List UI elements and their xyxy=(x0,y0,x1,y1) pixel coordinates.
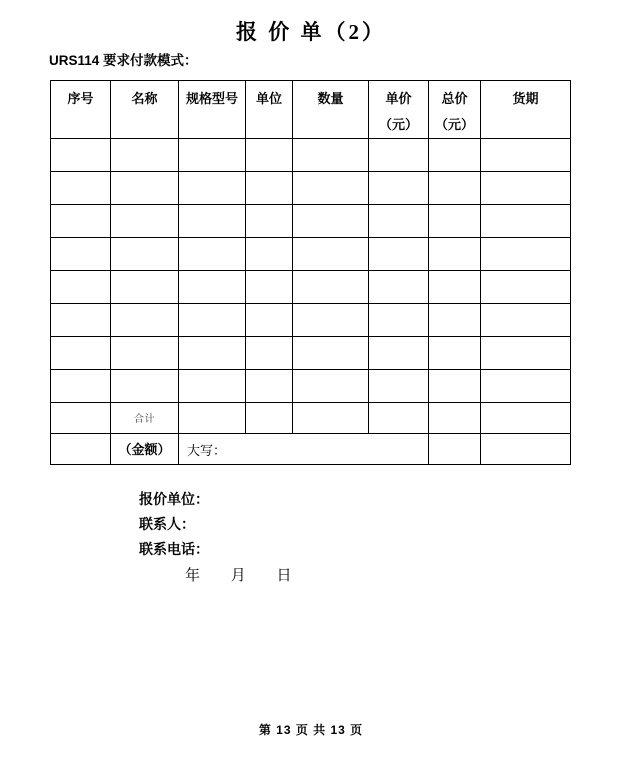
cell-lead-time[interactable] xyxy=(481,139,571,172)
amount-cell-lead-time[interactable] xyxy=(481,434,571,465)
cell-name[interactable] xyxy=(111,337,179,370)
cell-quantity[interactable] xyxy=(293,337,369,370)
cell-total-price[interactable] xyxy=(429,271,481,304)
cell-quantity[interactable] xyxy=(293,271,369,304)
cell-unit-price[interactable] xyxy=(369,205,429,238)
table-row[interactable] xyxy=(51,205,571,238)
cell-quantity[interactable] xyxy=(293,304,369,337)
cell-quantity[interactable] xyxy=(293,370,369,403)
amount-row-label xyxy=(111,434,179,465)
amount-label-text: （金额） xyxy=(118,442,171,457)
column-header-unit xyxy=(246,81,293,139)
cell-unit-price[interactable] xyxy=(369,337,429,370)
cell-unit[interactable] xyxy=(246,172,293,205)
cell-unit-price[interactable] xyxy=(369,139,429,172)
contact-person-label: 联系人： xyxy=(139,516,195,532)
table-row[interactable] xyxy=(51,337,571,370)
cell-quantity[interactable] xyxy=(293,172,369,205)
column-header-unit-price xyxy=(369,81,429,139)
cell-name[interactable] xyxy=(111,238,179,271)
total-cell-total-price[interactable] xyxy=(429,403,481,434)
column-header-unit-label: 单位 xyxy=(255,91,282,106)
cell-unit-price[interactable] xyxy=(369,271,429,304)
total-cell-spec[interactable] xyxy=(179,403,246,434)
total-cell-unit[interactable] xyxy=(246,403,293,434)
column-header-total-price-label: 总价 xyxy=(441,91,468,106)
cell-spec[interactable] xyxy=(179,337,246,370)
cell-serial[interactable] xyxy=(51,370,111,403)
cell-unit[interactable] xyxy=(246,271,293,304)
cell-unit[interactable] xyxy=(246,370,293,403)
amount-cell-serial[interactable] xyxy=(51,434,111,465)
cell-unit[interactable] xyxy=(246,304,293,337)
table-row[interactable] xyxy=(51,238,571,271)
cell-total-price[interactable] xyxy=(429,304,481,337)
cell-quantity[interactable] xyxy=(293,238,369,271)
table-row[interactable] xyxy=(51,172,571,205)
cell-lead-time[interactable] xyxy=(481,238,571,271)
table-total-row[interactable] xyxy=(51,403,571,434)
column-header-total-price xyxy=(429,81,481,139)
table-header xyxy=(51,81,571,139)
cell-serial[interactable] xyxy=(51,172,111,205)
column-header-serial-label: 序号 xyxy=(67,91,94,106)
column-header-spec xyxy=(179,81,246,139)
cell-serial[interactable] xyxy=(51,238,111,271)
cell-spec[interactable] xyxy=(179,205,246,238)
cell-lead-time[interactable] xyxy=(481,370,571,403)
cell-unit-price[interactable] xyxy=(369,172,429,205)
amount-uppercase-label: 大写： xyxy=(187,442,227,458)
cell-unit-price[interactable] xyxy=(369,370,429,403)
payment-mode-label: URS114 要求付款模式： xyxy=(49,53,198,68)
amount-uppercase-cell[interactable] xyxy=(179,434,429,465)
table-row[interactable] xyxy=(51,139,571,172)
total-cell-unit-price[interactable] xyxy=(369,403,429,434)
cell-total-price[interactable] xyxy=(429,370,481,403)
page-number: 第 13 页 共 13 页 xyxy=(258,723,364,737)
cell-unit[interactable] xyxy=(246,238,293,271)
cell-serial[interactable] xyxy=(51,205,111,238)
cell-unit[interactable] xyxy=(246,139,293,172)
table-row[interactable] xyxy=(51,304,571,337)
cell-unit[interactable] xyxy=(246,337,293,370)
cell-lead-time[interactable] xyxy=(481,271,571,304)
cell-quantity[interactable] xyxy=(293,139,369,172)
cell-lead-time[interactable] xyxy=(481,304,571,337)
cell-name[interactable] xyxy=(111,304,179,337)
column-header-name xyxy=(111,81,179,139)
cell-name[interactable] xyxy=(111,271,179,304)
cell-spec[interactable] xyxy=(179,238,246,271)
cell-total-price[interactable] xyxy=(429,205,481,238)
cell-name[interactable] xyxy=(111,205,179,238)
cell-serial[interactable] xyxy=(51,337,111,370)
cell-unit-price[interactable] xyxy=(369,304,429,337)
total-row-label xyxy=(111,403,179,434)
cell-total-price[interactable] xyxy=(429,238,481,271)
cell-spec[interactable] xyxy=(179,172,246,205)
cell-name[interactable] xyxy=(111,370,179,403)
table-row[interactable] xyxy=(51,370,571,403)
cell-name[interactable] xyxy=(111,172,179,205)
table-header-row xyxy=(51,81,571,139)
page-title: 报 价 单（2） xyxy=(236,20,386,44)
cell-serial[interactable] xyxy=(51,304,111,337)
table-amount-row[interactable] xyxy=(51,434,571,465)
column-header-lead-time-label: 货期 xyxy=(512,91,539,106)
cell-unit-price[interactable] xyxy=(369,238,429,271)
quotation-table xyxy=(50,80,571,465)
cell-serial[interactable] xyxy=(51,271,111,304)
table-row[interactable] xyxy=(51,271,571,304)
column-header-unit-price-currency: （元） xyxy=(378,117,418,132)
cell-spec[interactable] xyxy=(179,370,246,403)
cell-lead-time[interactable] xyxy=(481,337,571,370)
column-header-lead-time xyxy=(481,81,571,139)
column-header-unit-price-label: 单价 xyxy=(385,91,412,106)
cell-spec[interactable] xyxy=(179,304,246,337)
cell-name[interactable] xyxy=(111,139,179,172)
cell-unit[interactable] xyxy=(246,205,293,238)
column-header-quantity-label: 数量 xyxy=(317,91,344,106)
cell-total-price[interactable] xyxy=(429,139,481,172)
column-header-serial xyxy=(51,81,111,139)
quoting-company-label: 报价单位： xyxy=(139,491,209,507)
cell-lead-time[interactable] xyxy=(481,172,571,205)
total-cell-quantity[interactable] xyxy=(293,403,369,434)
cell-quantity[interactable] xyxy=(293,205,369,238)
cell-lead-time[interactable] xyxy=(481,205,571,238)
column-header-name-label: 名称 xyxy=(131,91,158,106)
cell-total-price[interactable] xyxy=(429,172,481,205)
amount-cell-total-price[interactable] xyxy=(429,434,481,465)
column-header-total-price-currency: （元） xyxy=(434,117,474,132)
date-line-label: 年 月 日 xyxy=(185,568,294,584)
cell-spec[interactable] xyxy=(179,271,246,304)
table-body xyxy=(51,139,571,465)
cell-serial[interactable] xyxy=(51,139,111,172)
column-header-spec-label: 规格型号 xyxy=(185,91,238,106)
total-label-text: 合计 xyxy=(134,414,155,425)
total-cell-lead-time[interactable] xyxy=(481,403,571,434)
column-header-quantity xyxy=(293,81,369,139)
total-cell-serial[interactable] xyxy=(51,403,111,434)
cell-spec[interactable] xyxy=(179,139,246,172)
cell-total-price[interactable] xyxy=(429,337,481,370)
signature-block xyxy=(139,487,294,590)
contact-phone-label: 联系电话： xyxy=(139,541,209,557)
